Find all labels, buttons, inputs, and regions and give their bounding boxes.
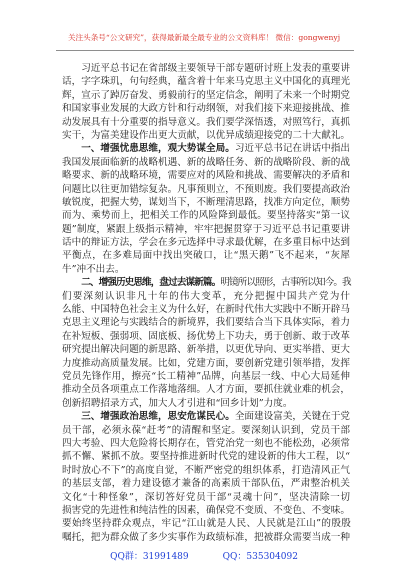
text-line: 时时放心不下”的高度自觉，不断严密党的组织体系，打造清风正气 bbox=[62, 464, 350, 476]
text-line: 而为、乘势而上，把相关工作的风险降到最低。要坚持落实“第一议 bbox=[62, 210, 350, 222]
section-heading: 二、增强历史思维，盘过去谋新篇。 bbox=[81, 277, 221, 289]
section-text: 全面建设富美，关键在于党 bbox=[234, 411, 351, 423]
text-line: 创新招聘招录方式，加大人才引进和“回乡计划”力度。 bbox=[62, 397, 293, 409]
text-line: 话，字字珠玑，句句经典，蕴含着十年来马克思主义中国化的真理光 bbox=[62, 76, 350, 88]
section-1-paragraph bbox=[62, 142, 350, 276]
text-line: 抓不懈、紧抓不放。要坚持推进新时代党的建设新的伟大工程，以“ bbox=[62, 451, 350, 463]
text-line: 习近平总书记在省部级主要领导干部专题研讨班上发表的重要讲 bbox=[81, 63, 350, 74]
text-line: 动发展具有十分重要的指导意义。我们要学深悟透，对照笃行，真抓 bbox=[62, 116, 350, 128]
document-body bbox=[62, 62, 350, 544]
text-line: 平衡点，在多难局面中找出突破口，让“黑天鹅”飞不起来，“灰犀 bbox=[62, 250, 350, 262]
text-line: 们要深刻认识非凡十年的伟大变革，充分把握中国共产党为什 bbox=[62, 290, 350, 302]
text-line bbox=[62, 410, 350, 423]
text-line: 损害党的先进性和纯洁性的因素，确保党不变质、不变色、不变味。 bbox=[62, 504, 350, 516]
text-line: 我国发展面临新的战略机遇、新的战略任务、新的战略阶段、新的战 bbox=[62, 156, 350, 168]
text-line: 员干部，必须永葆“赶考”的清醒和坚定。要深刻认识到，党员干部 bbox=[62, 424, 350, 436]
promo-banner: 关注头条号“公文研究”，获得最新最全最专业的公文资料库！ 微信：gongwenyj bbox=[67, 33, 341, 42]
text-line: 研究提出解决问题的新思路、新举措，以更优导向、更实举措、更大 bbox=[62, 344, 350, 356]
text-line: 克思主义理论与实践结合的新境界，我们要结合当下具体实际，着力 bbox=[62, 317, 350, 329]
text-line: 题”制度，紧跟上级指示精神，牢牢把握贯穿于习近平总书记重要讲 bbox=[62, 223, 350, 235]
text-line: 要始终坚持群众观点，牢记“江山就是人民、人民就是江山”的殷殷 bbox=[62, 518, 350, 530]
text-line: 牛”冲不出去。 bbox=[62, 263, 125, 275]
text-line: 的基层支部，着力建设德才兼备的高素质干部队伍，严肃整治机关 bbox=[62, 478, 350, 490]
intro-paragraph bbox=[62, 62, 350, 142]
text-line: 辉，宣示了踔厉奋发、勇毅前行的坚定信念，阐明了未来一个时期党 bbox=[62, 89, 350, 101]
text-line: 在补短板、强弱项、固底板、扬优势上下功夫，勇于创新、敢于改革 bbox=[62, 330, 350, 342]
text-line: 话中的辩证方法，学会在多元选择中寻求最优解，在多重目标中达到 bbox=[62, 237, 350, 249]
text-line: 四大考验、四大危险将长期存在，管党治党一刻也不能松劲，必须常 bbox=[62, 437, 350, 449]
section-text: 明镜所以照形，古事所以知今。我 bbox=[220, 277, 351, 289]
text-line: 推动全员各项重点工作落地落细。人才方面，要抓住就业难的机会， bbox=[62, 384, 350, 396]
section-2-paragraph bbox=[62, 276, 350, 410]
text-line: 党员先锋作用，擦亮“长工精神”品牌，向基层一线、中心大局延伸 bbox=[62, 370, 350, 382]
text-line: 实干，为富美建设作出更大贡献，以优异成绩迎接党的二十大献礼。 bbox=[62, 129, 350, 141]
section-3-paragraph bbox=[62, 410, 350, 544]
section-heading: 三、增强政治思维，思安危谋民心。 bbox=[81, 411, 235, 423]
text-line: 文化“十种怪象”，深切答好党员干部“灵魂十问”，坚决清除一切 bbox=[62, 491, 350, 503]
text-line: 问题比以往更加错综复杂。凡事预则立，不预则废。我们要提高政治 bbox=[62, 183, 350, 195]
text-line: 和国家事业发展的大政方针和行动纲领，对我们接下来迎接挑战、推 bbox=[62, 103, 350, 115]
text-line: 力度推动高质量发展。比如，党建方面，要创新党建引领举措，发挥 bbox=[62, 357, 350, 369]
text-line: 敏锐度，把握大势，谋划当下，不断理清思路，找准方向定位，顺势 bbox=[62, 196, 350, 208]
header-divider bbox=[56, 50, 354, 51]
text-line: 嘱托，把为群众做了多少实事作为政绩标准，把被群众需要当成一种 bbox=[62, 531, 350, 543]
section-heading: 一、增强忧患思维，观大势谋全局。 bbox=[81, 143, 235, 155]
qq-number: QQ：535304092 bbox=[222, 552, 298, 562]
section-text: 习近平总书记在讲话中指出 bbox=[234, 143, 351, 155]
text-line: 略要求、新的战略环境，需要应对的风险和挑战、需要解决的矛盾和 bbox=[62, 170, 350, 182]
text-line bbox=[62, 142, 350, 155]
contact-footer bbox=[0, 551, 408, 563]
text-line bbox=[62, 276, 350, 289]
qq-group-number: QQ群：31991489 bbox=[110, 552, 189, 562]
text-line: 么能、中国特色社会主义为什么好，在新时代伟大实践中不断开辟马 bbox=[62, 304, 350, 316]
